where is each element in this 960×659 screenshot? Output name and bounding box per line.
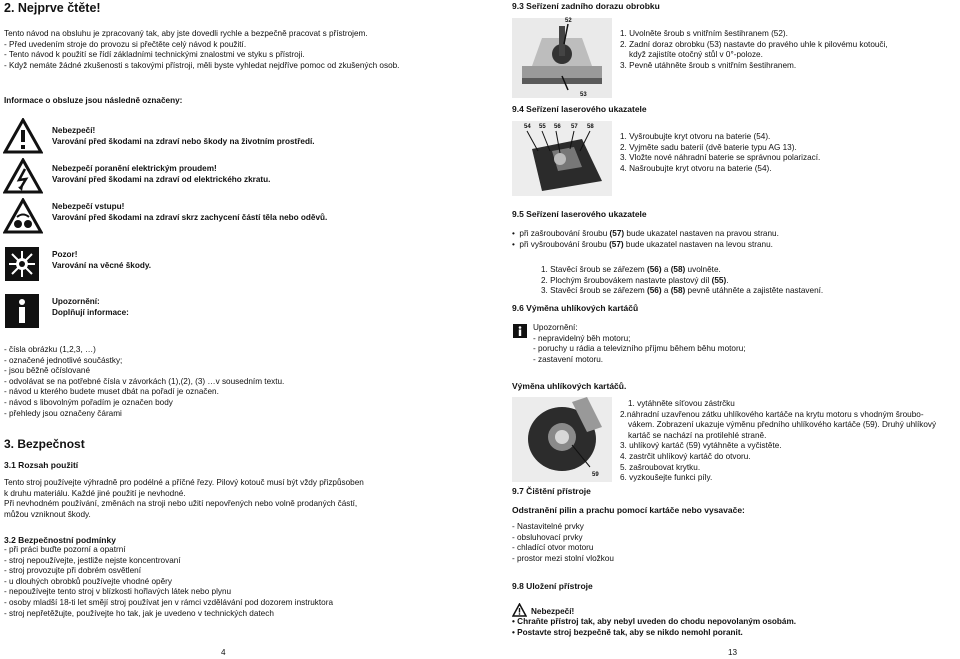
- list-item: - odvolávat se na potřebné čísla v závorkách (1),(2), (3) …v sousedním textu.: [4, 376, 285, 386]
- symbol-title: Nebezpečí poranění elektrickým proudem!: [52, 164, 217, 173]
- list-item: - osoby mladší 18-ti let smějí stroj používat jen v rámci vzdělávání pod dozorem instruktora: [4, 597, 334, 607]
- step-ref: (56): [647, 286, 662, 296]
- symbol-title: Nebezpečí vstupu!: [52, 202, 125, 211]
- section-2-heading: 2. Nejprve čtěte!: [4, 1, 101, 15]
- paragraph-line: Při nevhodném používání, změnách na stroji nebo užití nepovřených nebo volně prodaných částí,: [4, 499, 358, 509]
- note-line: - zastavení motoru.: [533, 354, 604, 364]
- bullet-item: • Postavte stroj bezpečně tak, aby se nikdo nemohl poranit.: [512, 627, 743, 637]
- section-9-8-heading: 9.8 Uložení přístroje: [512, 581, 593, 591]
- step-ref: (58): [670, 265, 686, 274]
- section-9-5-steps: [541, 265, 823, 297]
- step: 4. zastrčit uhlíkový kartáč do otvoru.: [620, 451, 751, 461]
- section-9-5-heading: 9.5 Seřízení laserového ukazatele: [512, 209, 647, 219]
- list-item: - chladící otvor motoru: [512, 543, 594, 553]
- callout-57: 57: [571, 124, 578, 130]
- brush-replacement-steps: [620, 399, 936, 484]
- section-9-3-steps: [620, 29, 888, 71]
- warning-triangle-icon: [512, 603, 527, 617]
- section-3-2-list: [4, 545, 333, 619]
- info-icon: [513, 324, 527, 338]
- bullet-ref: (57): [609, 239, 624, 249]
- list-item: - jsou běžně očíslované: [4, 366, 91, 376]
- warning-triangle-icon: [3, 118, 43, 154]
- step: 2. Zadní doraz obrobku (53) nastavte do pravého uhle k pilovému kotouči,: [620, 39, 888, 49]
- list-item: - návod u kterého budete muset dbát na pořadí je označen.: [4, 387, 219, 397]
- intro-text: [4, 29, 399, 71]
- symbol-desc: Varování před škodami na zdraví nebo škody na životním prostředí.: [52, 136, 315, 146]
- intro-line: Tento návod na obsluhu je zpracovaný tak, aby jste dovedli rychle a bezpečně pracovat s přístrojem.: [4, 29, 368, 38]
- step-ref: (58): [670, 286, 686, 296]
- step: 6. vyzkoušejte funkci píly.: [620, 473, 713, 483]
- electric-shock-icon: [3, 158, 43, 194]
- symbol-desc: Varování na věcné škody.: [52, 260, 152, 270]
- step: 4. Našroubujte kryt otvoru na baterie (54).: [620, 163, 772, 173]
- step: 3. Pevně utáhněte šroub s vnitřním šestihranem.: [620, 60, 797, 70]
- step: [541, 286, 823, 297]
- callout-58: 58: [587, 124, 594, 130]
- list-item: - návod s libovolným pořadím je označen body: [4, 397, 173, 407]
- bullet-item: • při zašroubování šroubu (57) bude ukazatel nastaven na pravou stranu.: [512, 229, 779, 238]
- section-9-8-bullets: [512, 617, 796, 638]
- section-9-6-heading: 9.6 Výměna uhlíkových kartáčů: [512, 303, 639, 313]
- info-icon: [4, 293, 40, 329]
- page-number-right: 13: [728, 648, 738, 657]
- section-9-7-heading: 9.7 Čištění přístroje: [512, 486, 591, 496]
- note-line: - poruchy u rádia a televizního příjmu během běhu motoru;: [533, 344, 746, 354]
- list-item: - obsluhovací prvky: [512, 532, 583, 542]
- section-9-5-bullets: [512, 229, 779, 250]
- section-9-6-note: [533, 323, 746, 365]
- storage-warning-title: Nebezpečí!: [531, 607, 575, 616]
- list-item: - u dlouhých obrobků používejte vhodné opěry: [4, 576, 172, 586]
- note-line: Upozornění:: [533, 323, 578, 332]
- list-item: - označené jednotlivé součástky;: [4, 355, 123, 365]
- bullet-item: • Chraňte přístroj tak, aby nebyl uveden do chodu nepovolaným osobám.: [512, 617, 797, 626]
- section-9-7-list: [512, 522, 614, 564]
- list-item: - stroj provozujte při dobrém osvětlení: [4, 566, 141, 576]
- step: kartáč se nachází na protilehlé straně.: [628, 430, 767, 440]
- symbol-desc: Doplňují informace:: [52, 307, 129, 317]
- step: 1. Uvolněte šroub s vnitřním šestihranem (52).: [620, 29, 788, 38]
- step: 2. Vyjměte sadu baterií (dvě baterie typu AG 13).: [620, 142, 797, 152]
- step-text: 3. Stavěcí šroub se zářezem: [541, 286, 648, 296]
- step: [541, 265, 823, 276]
- bullet-text: při vyšroubování šroubu: [519, 239, 610, 249]
- rear-stop-photo: [512, 18, 612, 98]
- step-ref: (56): [647, 265, 662, 274]
- callout-55: 55: [539, 124, 546, 130]
- page-number-left: 4: [221, 648, 226, 657]
- list-item: - přehledy jsou označeny čárami: [4, 408, 122, 418]
- laser-battery-photo: [512, 121, 612, 196]
- list-item: - stroj nepoužívejte, jestliže nejste koncentrovaní: [4, 555, 181, 565]
- carbon-brush-photo: [512, 397, 612, 482]
- callout-56: 56: [554, 124, 561, 130]
- callout-59: 59: [592, 472, 599, 478]
- section-9-3-heading: 9.3 Seřízení zadního dorazu obrobku: [512, 1, 660, 11]
- symbol-entanglement-text: [52, 202, 327, 223]
- intro-line: - Když nemáte žádné zkušenosti s takovými přístroji, měli byste vyhledat nejdříve pomoc od zkušených osob.: [4, 60, 400, 70]
- bullet-text: při zašroubování šroubu: [519, 229, 610, 238]
- step-text: a: [661, 265, 671, 274]
- step-text: uvolněte.: [685, 265, 721, 274]
- list-item: - prostor mezi stolní vložkou: [512, 553, 614, 563]
- bullet-text: bude ukazatel nastaven na pravou stranu.: [624, 229, 779, 238]
- bullet-ref: (57): [609, 229, 625, 238]
- section-9-4-steps: [620, 132, 820, 174]
- bullet-text: bude ukazatel nastaven na levou stranu.: [623, 239, 773, 249]
- callout-52: 52: [565, 18, 572, 24]
- intro-line: - Před uvedením stroje do provozu si přečtěte celý návod k použití.: [4, 39, 247, 49]
- list-item: - čísla obrázku (1,2,3, …): [4, 345, 96, 354]
- info-heading: Informace o obsluze jsou následně označeny:: [4, 96, 183, 105]
- brush-replacement-heading: Výměna uhlíkových kartáčů.: [512, 381, 627, 391]
- step-ref: (55): [711, 275, 727, 285]
- bullet-text: Chraňte přístroj tak, aby nebyl uveden do chodu nepovolaným osobám.: [517, 617, 797, 626]
- list-item: - Nastavitelné prvky: [512, 522, 584, 531]
- step: vákem. Zobrazení ukazuje výměnu předního uhlíkového kartáče (59). Druhý uhlíkový: [628, 420, 937, 430]
- paragraph-line: Tento stroj používejte výhradně pro podélné a příčné řezy. Pilový kotouč musí být vždy přizpůsoben: [4, 478, 364, 487]
- section-3-2-heading: 3.2 Bezpečnostní podmínky: [4, 535, 116, 545]
- section-3-1-text: [4, 478, 364, 520]
- symbol-desc: Varování před škodami na zdraví skrz zachycení částí těla nebo oděvů.: [52, 212, 328, 222]
- section-3-1-heading: 3.1 Rozsah použití: [4, 460, 79, 470]
- callout-53: 53: [580, 92, 587, 98]
- section-3-heading: 3. Bezpečnost: [4, 437, 85, 451]
- symbol-title: Upozornění:: [52, 297, 100, 306]
- step-text: a: [661, 286, 671, 296]
- note-line: - nepravidelný běh motoru;: [533, 333, 631, 343]
- step: 3. Vložte nové náhradní baterie se správnou polarizací.: [620, 153, 821, 163]
- step: 1. Vyšroubujte kryt otvoru na baterie (54).: [620, 132, 771, 141]
- step: 3. uhlíkový kartáč (59) vytáhněte a vyčistěte.: [620, 441, 782, 451]
- symbol-desc: Varování před škodami na zdraví od elektrického zkratu.: [52, 174, 271, 184]
- material-damage-icon: [4, 246, 40, 282]
- symbol-danger-text: [52, 126, 315, 147]
- step: 2.náhradní uzavřenou zátku uhlíkového kartáče na krytu motoru s vhodným šroubo-: [620, 409, 924, 419]
- list-item: - stroj nepřetěžujte, používejte ho tak, jak je uvedeno v technických datech: [4, 608, 274, 618]
- paragraph-line: můžou vzniknout škody.: [4, 509, 91, 519]
- entanglement-hazard-icon: [3, 198, 43, 234]
- step: 5. zašroubovat krytku.: [620, 462, 701, 472]
- intro-line: - Tento návod k použití se řídí základními technickými znalostmi ve styku s přístroji.: [4, 50, 305, 60]
- symbol-caution-text: [52, 250, 151, 271]
- symbol-note-text: [52, 297, 129, 318]
- step: [541, 276, 823, 287]
- step-text: pevně utáhněte a zajistěte nastavení.: [685, 286, 824, 296]
- symbol-title: Pozor!: [52, 250, 78, 259]
- symbol-title: Nebezpečí!: [52, 126, 96, 135]
- step-text: 2. Plochým šroubovákem nastavte plastový díl: [541, 275, 712, 285]
- bullet-item: • při vyšroubování šroubu (57) bude ukazatel nastaven na levou stranu.: [512, 239, 773, 249]
- step: když zajistíte otočný stůl v 0°-poloze.: [629, 50, 763, 60]
- step-text: .: [726, 275, 729, 285]
- paragraph-line: k druhu materiálu. Každé jiné použití je nevhodné.: [4, 488, 186, 498]
- list-item: - nepoužívejte tento stroj v blízkosti hořlavých látek nebo plynu: [4, 587, 232, 597]
- section-9-7-subheading: Odstranění pilin a prachu pomocí kartáče nebo vysavače:: [512, 505, 745, 515]
- numbering-list: [4, 345, 284, 419]
- step-text: 1. Stavěcí šroub se zářezem: [541, 265, 648, 274]
- callout-54: 54: [524, 124, 531, 130]
- bullet-text: Postavte stroj bezpečně tak, aby se nikdo nemohl poranit.: [517, 627, 743, 637]
- section-9-4-heading: 9.4 Seřízení laserového ukazatele: [512, 104, 647, 114]
- list-item: - při práci buďte pozorní a opatrní: [4, 545, 126, 554]
- symbol-electric-text: [52, 164, 270, 185]
- step: 1. vytáhněte síťovou zástrčku: [628, 399, 735, 408]
